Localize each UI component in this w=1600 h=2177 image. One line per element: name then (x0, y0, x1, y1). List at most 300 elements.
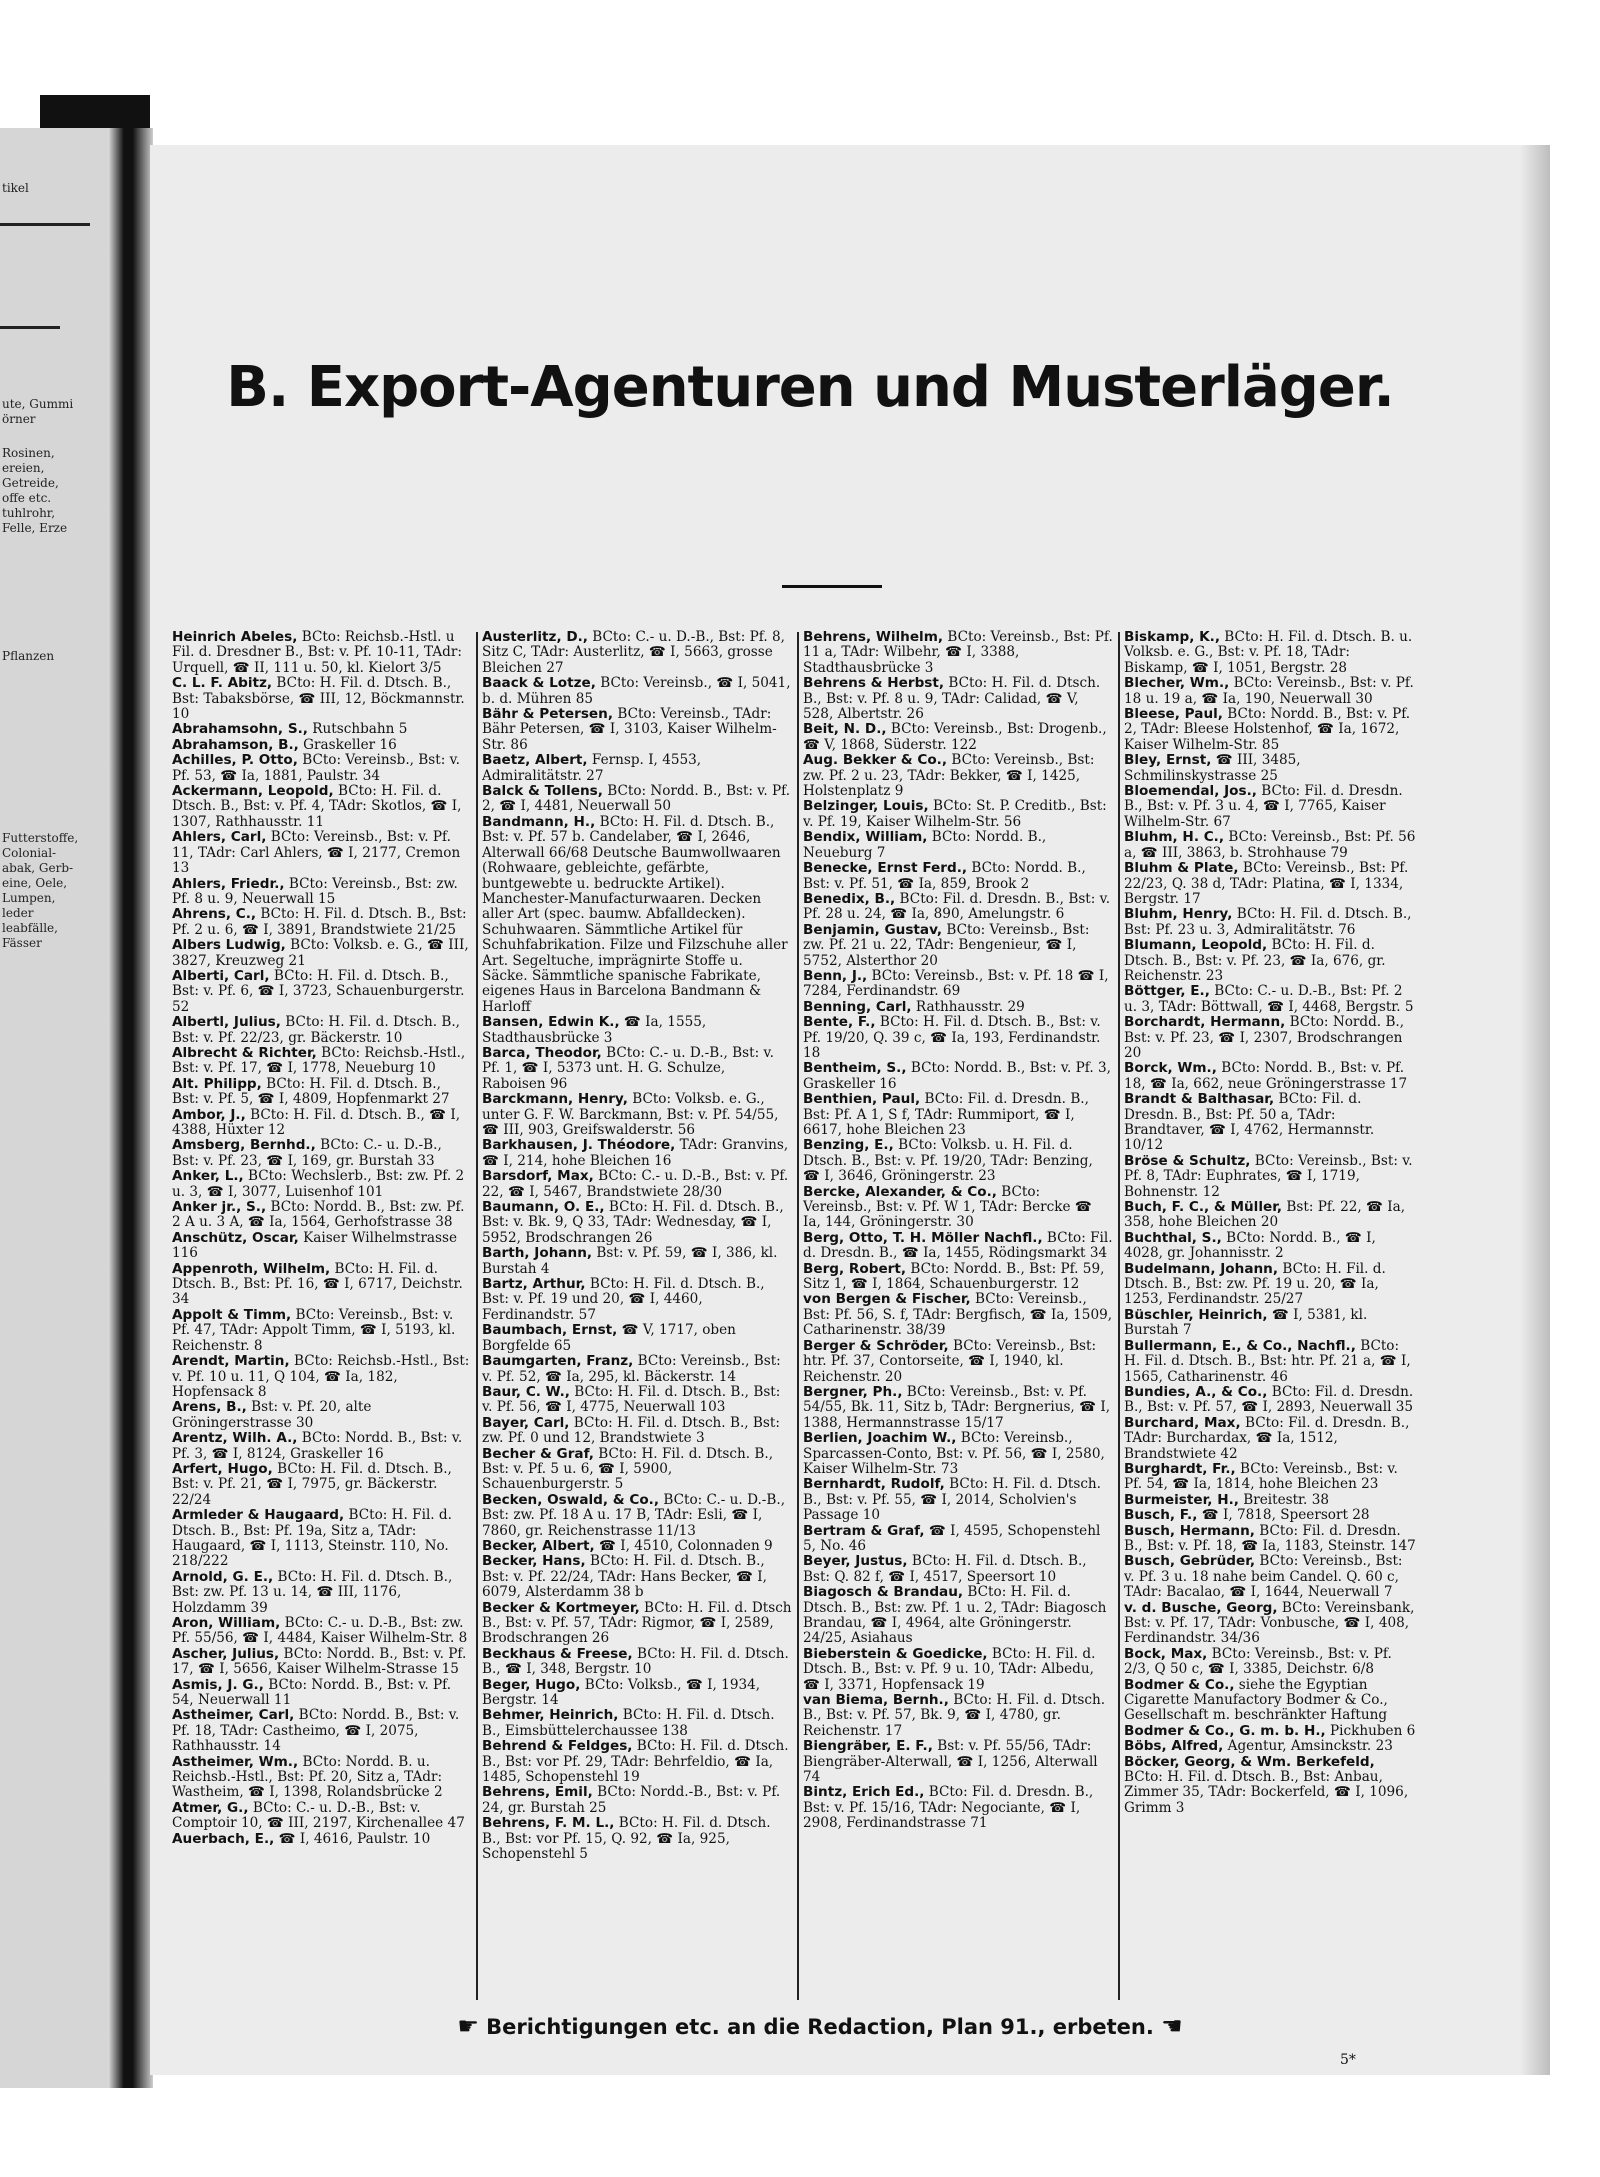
left-page-rule (0, 326, 60, 329)
firm-name: Behrens, F. M. L., (482, 1815, 615, 1832)
firm-name: Blumann, Leopold, (1124, 937, 1268, 954)
entry-details: BCto: H. Fil. d. Dtsch. B., Bst: Pf. 19a, Sitz a, TAdr: Haugaard, ☎ I, 1113, Steinstr. 110, No. 218/222 (172, 1507, 452, 1570)
firm-name: Berger & Schröder, (803, 1337, 949, 1354)
left-page-text: ereien, (2, 461, 45, 475)
directory-entry (803, 1061, 1113, 1092)
entry-details: TAdr: Granvins, ☎ I, 214, hohe Bleichen 16 (482, 1137, 789, 1169)
entry-details: BCto: C.- u. D.-B., Bst: v. Pf. 22, ☎ I, 5467, Brandstwiete 28/30 (482, 1168, 789, 1200)
firm-name: Arnold, G. E., (172, 1568, 274, 1585)
directory-entry (1124, 938, 1416, 984)
entry-details: BCto: Fil. d. Dresdn. B., ☎ Ia, 1455, Rödingsmarkt 34 (803, 1229, 1113, 1262)
entry-details: BCto: Nordd. B., Bst: v. Pf. 2, TAdr: Bleese Holstenhof, ☎ Ia, 1672, Kaiser Wilhelm-Str. 85 (1124, 706, 1411, 753)
directory-entry (803, 676, 1113, 722)
directory-entry (172, 1262, 470, 1308)
entry-details: BCto: Vereinsb., Bst: v. Pf. W 1, TAdr: Bercke ☎ Ia, 144, Gröningerstr. 30 (803, 1183, 1092, 1231)
entry-details: BCto: H. Fil. d. Dtsch. B., Bst: v. Pf. 22/23, gr. Bäckerstr. 10 (172, 1014, 460, 1046)
firm-name: Armleder & Haugaard, (172, 1507, 345, 1524)
entry-details: BCto: H. Fil. d. Dtsch. B., Bst: zw. Pf. 13 u. 14, ☎ III, 1176, Holzdamm 39 (172, 1568, 453, 1616)
left-page-text: Felle, Erze (2, 521, 68, 535)
entry-details: BCto: Vereinsb., Bst: Pf. 56 a, ☎ III, 3863, b. Strohhause 79 (1124, 829, 1416, 861)
entry-details: ☎ Ia, 1555, Stadthausbrücke 3 (482, 1014, 707, 1046)
entry-details: BCto: C.- u. D.-B., Bst: v. Comptoir 10, ☎ III, 2197, Kirchenallee 47 (172, 1799, 465, 1832)
entry-details: BCto: H. Fil. d. Dtsch B., Bst: v. Pf. 57, TAdr: Rigmor, ☎ I, 2589, Brodschrangen 26 (482, 1599, 792, 1647)
firm-name: Benzing, E., (803, 1137, 894, 1154)
entry-details: BCto: Vereinsb., Bst: zw. Pf. 2 u. 23, TAdr: Bekker, ☎ I, 1425, Holstenplatz 9 (803, 752, 1095, 800)
firm-name: Anschütz, Oscar, (172, 1229, 299, 1246)
firm-name: Bartz, Arthur, (482, 1276, 586, 1293)
left-page-text: ute, Gummi (2, 397, 74, 411)
firm-name: van Biema, Bernh., (803, 1692, 949, 1709)
entry-details: BCto: Volksb. e. G., unter G. F. W. Barckmann, Bst: v. Pf. 54/55, ☎ III, 903, Greifswalderstr. 56 (482, 1091, 779, 1138)
firm-name: Austerlitz, D., (482, 630, 588, 645)
directory-entry (482, 1785, 792, 1816)
firm-name: Bercke, Alexander, & Co., (803, 1183, 997, 1200)
entry-details: BCto: Vereinsb., Bst: Pf. 22/23, Q. 38 d, TAdr: Platina, ☎ I, 1334, Bergstr. 17 (1124, 860, 1409, 907)
entry-details: BCto: C.- u. D.-B., Bst: zw. Pf. 18 A u. 17 B, TAdr: Esli, ☎ I, 7860, gr. Reichenstrasse 11/13 (482, 1491, 786, 1539)
left-page-text: tuhlrohr, (2, 506, 56, 520)
entry-details: Graskeller 16 (298, 736, 397, 753)
entry-details: BCto: H. Fil. d. Dtsch. B., Bst: Anbau, Zimmer 35, TAdr: Bockerfeld, ☎ I, 1096, Grimm 3 (1124, 1769, 1409, 1816)
directory-entry (172, 1046, 470, 1077)
directory-entry (1124, 1755, 1416, 1817)
entry-details: siehe the Egyptian Cigarette Manufactory Bodmer & Co., Gesellschaft m. beschränkter Haftung (1124, 1676, 1388, 1724)
directory-entry (172, 1077, 470, 1108)
directory-entry (1124, 1154, 1416, 1200)
entry-details: BCto: Nordd. B., Bst: v. Pf. 2, ☎ I, 4481, Neuerwall 50 (482, 783, 791, 815)
directory-entry (1124, 707, 1416, 753)
entry-details: BCto: H. Fil. d. Dtsch. B., Bst: zw. Pf. 1 u. 2, TAdr: Biagosch Brandau, ☎ I, 4964, alte Gröningerstr. 24/25, Asiahaus (803, 1584, 1107, 1647)
directory-entry (1124, 1339, 1416, 1385)
directory-entry (172, 1508, 470, 1570)
entry-details: BCto: C.- u. D.-B., Bst: zw. Pf. 55/56, ☎ I, 4484, Kaiser Wilhelm-Str. 8 (172, 1615, 468, 1647)
firm-name: Becken, Oswald, & Co., (482, 1491, 660, 1508)
left-page-text: tikel (2, 181, 29, 195)
firm-name: Ahlers, Friedr., (172, 875, 285, 892)
firm-name: Bentheim, S., (803, 1060, 907, 1077)
firm-name: Bandmann, H., (482, 813, 596, 830)
directory-entry (1124, 1308, 1416, 1339)
firm-name: v. d. Busche, Georg, (1124, 1599, 1278, 1616)
firm-name: Albrecht & Richter, (172, 1044, 317, 1061)
footer-note (170, 2012, 1470, 2040)
directory-entry (1124, 1508, 1416, 1523)
entry-details: BCto: Vereinsb., Bst: v. Pf. 54/55, Bk. 11, Sitz b, TAdr: Bergnerius, ☎ I, 1388, Hermannstrasse 15/17 (803, 1383, 1111, 1431)
directory-entry (172, 1169, 470, 1200)
column-divider (797, 632, 799, 2000)
entry-details: BCto: H. Fil. d. Dtsch. B., Bst: v. Pf. 5, ☎ I, 4809, Hopfenmarkt 27 (172, 1075, 450, 1108)
left-page-text: Fässer (2, 936, 42, 950)
firm-name: Heinrich Abeles, (172, 630, 298, 645)
entry-details: ☎ V, 1717, oben Borgfelde 65 (482, 1322, 736, 1354)
book-spine (108, 128, 153, 2088)
entry-details: BCto: Vereinsb., Bst: Pf. 56, S. f, TAdr: Bergfisch, ☎ Ia, 1509, Catharinenstr. 38/39 (803, 1291, 1113, 1339)
firm-name: Benjamin, Gustav, (803, 921, 943, 938)
firm-name: Ascher, Julius, (172, 1645, 280, 1662)
entry-details: BCto: Vereinsb., TAdr: Bähr Petersen, ☎ I, 3103, Kaiser Wilhelm-Str. 86 (482, 706, 777, 753)
firm-name: Borchardt, Hermann, (1124, 1014, 1286, 1031)
firm-name: Behrens & Herbst, (803, 675, 945, 692)
directory-entry (172, 676, 470, 722)
directory-entry (482, 1708, 792, 1739)
directory-entry (172, 753, 470, 784)
firm-name: Berlien, Joachim W., (803, 1430, 957, 1447)
directory-entry (1124, 830, 1416, 861)
firm-name: Biengräber, E. F., (803, 1738, 933, 1755)
firm-name: Budelmann, Johann, (1124, 1260, 1279, 1277)
directory-entry (172, 630, 470, 676)
directory-entry (482, 1323, 792, 1354)
directory-entry (803, 753, 1113, 799)
firm-name: Barca, Theodor, (482, 1044, 602, 1061)
directory-entry (482, 1678, 792, 1709)
firm-name: Arfert, Hugo, (172, 1460, 273, 1477)
firm-name: Berg, Robert, (803, 1260, 907, 1277)
firm-name: Barth, Johann, (482, 1245, 593, 1262)
directory-entry (172, 830, 470, 876)
entry-details: BCto: Fil. d. Dresdn. B., Bst: v. Pf. 15/16, TAdr: Negociante, ☎ I, 2908, Ferdinandstrasse 71 (803, 1784, 1094, 1832)
directory-entry (803, 1477, 1113, 1523)
entry-details: Agentur, Amsinckstr. 23 (1223, 1738, 1393, 1755)
entry-details: Fernsp. I, 4553, Admiralitätstr. 27 (482, 752, 702, 784)
directory-entry (482, 1416, 792, 1447)
entry-details: BCto: Reichsb.-Hstl. u Fil. d. Dresdner B., Bst: v. Pf. 10-11, TAdr: Urquell, ☎ II, 111 u. 50, kl. Kielort 3/5 (172, 630, 462, 676)
directory-entry (172, 1431, 470, 1462)
entry-details: BCto: Nordd. B., Bst: Pf. 59, Sitz 1, ☎ I, 1864, Schauenburgerstr. 12 (803, 1260, 1105, 1293)
entry-details: BCto: Vereinsb., Bst: v. Pf. 54, ☎ Ia, 1814, hohe Bleichen 23 (1124, 1460, 1398, 1493)
directory-entry (803, 1292, 1113, 1338)
firm-name: Balck & Tollens, (482, 783, 603, 800)
directory-entry (172, 1678, 470, 1709)
directory-entry (482, 630, 792, 676)
firm-name: Baur, C. W., (482, 1383, 570, 1400)
directory-entry (172, 938, 470, 969)
directory-entry (803, 1185, 1113, 1231)
directory-entry (1124, 1462, 1416, 1493)
firm-name: Busch, Hermann, (1124, 1522, 1255, 1539)
entry-details: BCto: H. Fil. d. Dtsch. B., Bst: Q. 82 f, ☎ I, 4517, Speersort 10 (803, 1553, 1087, 1585)
entry-details: BCto: H. Fil. d. Dtsch. B., Bst: vor Pf. 29, TAdr: Behrfeldio, ☎ Ia, 1485, Schopenstehl 19 (482, 1738, 789, 1786)
entry-details: BCto: Vereinsb., ☎ I, 5041, b. d. Mühren 85 (482, 675, 791, 707)
left-page-text: Rosinen, (2, 446, 55, 460)
entry-details: BCto: H. Fil. d. Dtsch. B. u. Volksb. e. G., Bst: v. Pf. 18, TAdr: Biskamp, ☎ I, 1051, Bergstr. 28 (1124, 630, 1413, 676)
firm-name: Behrens, Emil, (482, 1784, 593, 1801)
firm-name: Benecke, Ernst Ferd., (803, 860, 968, 877)
firm-name: Baack & Lotze, (482, 675, 596, 692)
entry-details: BCto: H. Fil. d. Dtsch. B., Bst: zw. Pf. 19 u. 20, ☎ Ia, 1253, Ferdinandstr. 25/27 (1124, 1260, 1386, 1308)
entry-details: BCto: Vereinsb., Bst: zw. Pf. 21 u. 22, TAdr: Bengenieur, ☎ I, 5752, Alsterthor 20 (803, 921, 1090, 969)
entry-details: ☎ I, 4616, Paulstr. 10 (274, 1830, 431, 1847)
firm-name: von Bergen & Fischer, (803, 1291, 971, 1308)
entry-details: BCto: Vereinsb., Bst: v. Pf. 47, TAdr: Appolt Timm, ☎ I, 5193, kl. Reichenstr. 8 (172, 1306, 456, 1354)
firm-name: Busch, Gebrüder, (1124, 1553, 1256, 1570)
directory-entry (1124, 1061, 1416, 1092)
entry-details: ☎ I, 5381, kl. Burstah 7 (1124, 1306, 1368, 1339)
entry-details: Pickhuben 6 (1325, 1722, 1416, 1739)
directory-entry (482, 1015, 792, 1046)
firm-name: Abrahamson, B., (172, 736, 299, 753)
directory-entry (803, 830, 1113, 861)
firm-name: Bullermann, E., & Co., Nachfl., (1124, 1337, 1356, 1354)
firm-name: Belzinger, Louis, (803, 798, 929, 815)
entry-details: BCto: H. Fil. d. Dtsch. B., Bst: v. Pf. 5 u. 6, ☎ I, 5900, Schauenburgerstr. 5 (482, 1445, 774, 1493)
entry-details: BCto: Vereinsb., Bst: v. Pf. 2/3, Q 50 c, ☎ I, 3385, Deichstr. 6/8 (1124, 1645, 1392, 1678)
firm-name: Barkhausen, J. Théodore, (482, 1137, 676, 1154)
entry-details: BCto: Vereinsb., Bst: v. Pf. 11, TAdr: Carl Ahlers, ☎ I, 2177, Cremon 13 (172, 829, 461, 877)
firm-name: Bundies, A., & Co., (1124, 1383, 1268, 1400)
title-rule (782, 585, 882, 588)
directory-entry (172, 1354, 470, 1400)
entry-details: BCto: Vereinsb., Bst: v. Pf. 53, ☎ Ia, 1881, Paulstr. 34 (172, 752, 461, 784)
entry-details: BCto: Fil. d. Dresdn. B., Bst: v. Pf. 3 u. 4, ☎ I, 7765, Kaiser Wilhelm-Str. 67 (1124, 783, 1403, 830)
directory-entry (1124, 1554, 1416, 1600)
entry-details: Bst: Pf. 22, ☎ Ia, 358, hohe Bleichen 20 (1124, 1199, 1406, 1231)
entry-details: ☎ III, 3485, Schmilinskystrasse 25 (1124, 752, 1301, 784)
entry-details: BCto: H. Fil. d. Dtsch. B., Bst: v. Pf. 19/20, Q. 39 c, ☎ Ia, 193, Ferdinandstr. 18 (803, 1014, 1101, 1061)
entry-details: BCto: Wechslerb., Bst: zw. Pf. 2 u. 3, ☎ I, 3077, Luisenhof 101 (172, 1168, 465, 1200)
firm-name: Baumann, O. E., (482, 1199, 605, 1216)
directory-entry (803, 969, 1113, 1000)
directory-entry (803, 1647, 1113, 1693)
entry-details: BCto: Nordd. B., Bst: v. Pf. 17, ☎ I, 5656, Kaiser Wilhelm-Strasse 15 (172, 1645, 467, 1678)
column-2 (482, 630, 792, 2000)
entry-details: BCto: H. Fil. d. Dtsch. B., ☎ I, 348, Bergstr. 10 (482, 1645, 789, 1678)
directory-entry (803, 1000, 1113, 1015)
firm-name: Becher & Graf, (482, 1445, 594, 1462)
page-title: B. Export-Agenturen und Musterläger. (226, 355, 1394, 420)
directory-entry (482, 784, 792, 815)
firm-name: Behrens, Wilhelm, (803, 630, 944, 645)
firm-name: Bleese, Paul, (1124, 706, 1223, 723)
column-divider (476, 632, 478, 2000)
entry-details: BCto: H. Fil. d. Dtsch. B., Bst: v. Pf. 6, ☎ I, 3723, Schauenburgerstr. 52 (172, 967, 465, 1015)
entry-details: BCto: Vereinsbank, Bst: v. Pf. 17, TAdr: Vonbusche, ☎ I, 408, Ferdinandstr. 34/36 (1124, 1599, 1415, 1647)
left-page-text: Colonial- (2, 846, 57, 860)
column-divider (1118, 632, 1120, 2000)
entry-details: BCto: Nordd. B., ☎ I, 4028, gr. Johannisstr. 2 (1124, 1229, 1376, 1262)
directory-entry (1124, 1200, 1416, 1231)
firm-name: Bock, Max, (1124, 1645, 1208, 1662)
directory-entry (1124, 1015, 1416, 1061)
left-page-rule (0, 223, 90, 226)
directory-entry (1124, 784, 1416, 830)
entry-details: BCto: Reichsb.-Hstl., Bst: v. Pf. 10 u. 11, Q 104, ☎ Ia, 182, Hopfensack 8 (172, 1353, 470, 1400)
directory-entry (172, 1015, 470, 1046)
firm-name: Böcker, Georg, & Wm. Berkefeld, (1124, 1753, 1375, 1770)
directory-entry (172, 1138, 470, 1169)
firm-name: Beger, Hugo, (482, 1676, 581, 1693)
directory-entry (803, 892, 1113, 923)
firm-name: Appenroth, Wilhelm, (172, 1260, 331, 1277)
left-page-fragment (0, 128, 112, 2088)
entry-details: BCto: Nordd. B., Bst: v. Pf. 23, ☎ I, 2307, Brodschrangen 20 (1124, 1014, 1405, 1061)
entry-details: BCto: H. Fil. d. Dtsch. B., Bst: v. Pf. 55, ☎ I, 2014, Scholvien's Passage 10 (803, 1476, 1102, 1524)
firm-name: Alberti, Carl, (172, 967, 270, 984)
page-edge-shadow (1520, 145, 1550, 2075)
firm-name: Becker & Kortmeyer, (482, 1599, 640, 1616)
entry-details: BCto: Nordd. B., Bst: v. Pf. 54, Neuerwall 11 (172, 1676, 452, 1709)
entry-details: BCto: Nordd. B., Bst: v. Pf. 3, ☎ I, 8124, Graskeller 16 (172, 1430, 463, 1462)
footer-text: Berichtigungen etc. an die Redaction, Plan 91., erbeten. (486, 2015, 1154, 2039)
entry-details: ☎ I, 7818, Speersort 28 (1197, 1507, 1370, 1524)
column-4 (1124, 630, 1416, 2000)
directory-entry (482, 1385, 792, 1416)
firm-name: Biagosch & Brandau, (803, 1584, 964, 1601)
firm-name: Bluhm, H. C., (1124, 829, 1225, 846)
pointing-hand-left-icon: ☚ (1161, 2012, 1183, 2040)
directory-entry (482, 753, 792, 784)
directory-entry (803, 1785, 1113, 1831)
entry-details: BCto: Fil. d. Dresdn. B., Bst: v. Pf. 28 u. 24, ☎ Ia, 890, Amelungstr. 6 (803, 890, 1111, 923)
entry-details: BCto: H. Fil. d. Dtsch. B., Bst: v. Pf. 8 u. 9, TAdr: Calidad, ☎ V, 528, Albertstr. 26 (803, 675, 1101, 723)
entry-details: BCto: Fil. d. Dresdn. B., Bst: Pf. 50 a, TAdr: Brandtaver, ☎ I, 4762, Hermannstr. 10/12 (1124, 1091, 1375, 1154)
pointing-hand-right-icon: ☛ (457, 2012, 479, 2040)
entry-details: BCto: Nordd. B., Neueburg 7 (803, 829, 1047, 861)
entry-details: BCto: H. Fil. d. Dtsch. B., Bst: Pf. 23 u. 3, Admiralitätstr. 76 (1124, 906, 1412, 938)
entry-details: BCto: Volksb., ☎ I, 1934, Bergstr. 14 (482, 1676, 761, 1709)
entry-details: BCto: H. Fil. d. Dtsch. B., Bst: v. Pf. 4, TAdr: Skotlos, ☎ I, 1307, Rathhausstr. 11 (172, 783, 462, 830)
left-page-text: leabfälle, (2, 921, 58, 935)
entry-details: Rathhausstr. 29 (911, 998, 1025, 1015)
directory-entry (1124, 1231, 1416, 1262)
directory-entry (803, 1693, 1113, 1739)
directory-entry (803, 923, 1113, 969)
directory-entry (1124, 1524, 1416, 1555)
left-page-text: Lumpen, (2, 891, 56, 905)
directory-entry (172, 738, 470, 753)
entry-details: BCto: H. Fil. d. Dtsch. B., ☎ I, 4388, Hüxter 12 (172, 1106, 461, 1138)
firm-name: Barckmann, Henry, (482, 1091, 628, 1108)
firm-name: Appolt & Timm, (172, 1306, 292, 1323)
firm-name: Auerbach, E., (172, 1830, 275, 1847)
directory-entry (172, 1832, 470, 1847)
firm-name: Behrend & Feldges, (482, 1738, 633, 1755)
directory-entry (482, 1601, 792, 1647)
directory-entry (482, 1739, 792, 1785)
firm-name: Arendt, Martin, (172, 1353, 290, 1370)
entry-details: BCto: H. Fil. d. Dtsch. B., Bst: vor Pf. 15, Q. 92, ☎ Ia, 925, Schopenstehl 5 (482, 1815, 771, 1863)
directory-entry (803, 1231, 1113, 1262)
firm-name: Albers Ludwig, (172, 937, 286, 954)
firm-name: Busch, F., (1124, 1507, 1198, 1524)
entry-details: BCto: Nordd. B., Bst: zw. Pf. 2 A u. 3 A, ☎ Ia, 1564, Gerhofstrasse 38 (172, 1199, 465, 1231)
left-page-text: eine, Oele, (2, 876, 68, 890)
firm-name: Beckhaus & Freese, (482, 1645, 633, 1662)
entry-details: BCto: Vereinsb., Bst: Drogenb., ☎ V, 1868, Süderstr. 122 (803, 721, 1107, 753)
directory-entry (803, 1585, 1113, 1647)
left-page-text: Getreide, (2, 476, 59, 490)
firm-name: Barsdorf, Max, (482, 1168, 594, 1185)
directory-entry (482, 676, 792, 707)
directory-entry (1124, 1385, 1416, 1416)
directory-entry (1124, 1601, 1416, 1647)
firm-name: Ackermann, Leopold, (172, 783, 334, 800)
firm-name: Aron, William, (172, 1615, 281, 1631)
entry-details: BCto: H. Fil. d. Dtsch. B., Bst: v. Pf. 21, ☎ I, 7975, gr. Bäckerstr. 22/24 (172, 1460, 452, 1508)
directory-entry (482, 1354, 792, 1385)
firm-name: Burchard, Max, (1124, 1414, 1241, 1431)
entry-details: BCto: Fil. d. Dresdn. B., Bst: v. Pf. 18, ☎ Ia, 1183, Steinstr. 147 (1124, 1522, 1416, 1554)
entry-details: BCto: Reichsb.-Hstl., Bst: v. Pf. 17, ☎ I, 1778, Neueburg 10 (172, 1044, 466, 1077)
directory-entry (482, 1539, 792, 1554)
entry-details: BCto: Nordd.-B., Bst: v. Pf. 24, gr. Burstah 25 (482, 1784, 781, 1816)
directory-entry (172, 784, 470, 830)
directory-entry (172, 1708, 470, 1754)
directory-entry (482, 1092, 792, 1138)
directory-entry (803, 722, 1113, 753)
firm-name: Behmer, Heinrich, (482, 1707, 619, 1724)
firm-name: Ahlers, Carl, (172, 829, 267, 846)
firm-name: Albertl, Julius, (172, 1014, 281, 1031)
directory-entry (172, 1647, 470, 1678)
firm-name: Benn, J., (803, 967, 868, 984)
directory-entry (803, 1138, 1113, 1184)
column-3 (803, 630, 1113, 2000)
firm-name: Alt. Philipp, (172, 1075, 262, 1092)
entry-details: BCto: Vereinsb., Sparcassen-Conto, Bst: v. Pf. 56, ☎ I, 2580, Kaiser Wilhelm-Str. 73 (803, 1430, 1105, 1477)
firm-name: Astheimer, Carl, (172, 1707, 295, 1724)
firm-name: Buch, F. C., & Müller, (1124, 1199, 1283, 1216)
firm-name: Benthien, Paul, (803, 1091, 921, 1108)
firm-name: Ambor, J., (172, 1106, 246, 1123)
entry-details: BCto: Nordd. B. u. Reichsb.-Hstl., Bst: Pf. 20, Sitz a, TAdr: Wastheim, ☎ I, 1398, Rolandsbrücke 2 (172, 1753, 443, 1801)
firm-name: Arens, B., (172, 1399, 247, 1416)
directory-entry (1124, 1262, 1416, 1308)
firm-name: Becker, Hans, (482, 1553, 586, 1570)
entry-details: BCto: H. Fil. d. Dtsch. B., Bst: Pf. 2 u. 6, ☎ I, 3891, Brandstwiete 21/25 (172, 906, 467, 938)
entry-details: Bst: v. Pf. 55/56, TAdr: Biengräber-Alterwall, ☎ I, 1256, Alterwall 74 (803, 1738, 1098, 1786)
entry-details: BCto: Fil. d. Dresdn. B., Bst: v. Pf. 57, ☎ I, 2893, Neuerwall 35 (1124, 1383, 1414, 1416)
entry-details: BCto: Vereinsb., Bst: htr. Pf. 37, Contorseite, ☎ I, 1940, kl. Reichenstr. 20 (803, 1337, 1097, 1385)
directory-entry (482, 1447, 792, 1493)
directory-entry (482, 1046, 792, 1092)
entry-details: BCto: Vereinsb., Bst: zw. Pf. 8 u. 9, Neuerwall 15 (172, 875, 458, 907)
firm-name: Böbs, Alfred, (1124, 1738, 1224, 1755)
left-page-text: offe etc. (2, 491, 52, 505)
directory-entry (482, 815, 792, 1015)
page-number: 5* (1340, 2052, 1356, 2068)
firm-name: Bluhm & Plate, (1124, 860, 1239, 877)
firm-name: Baumgarten, Franz, (482, 1353, 634, 1370)
directory-entry (482, 1277, 792, 1323)
entry-details: BCto: H. Fil. d. Dtsch. B., Bst: v. Bk. 9, Q 33, TAdr: Wednesday, ☎ I, 5952, Brodschrangen 26 (482, 1199, 784, 1246)
entry-details: BCto: H. Fil. d. Dtsch. B., Bst: zw. Pf. 0 und 12, Brandstwiete 3 (482, 1414, 780, 1447)
directory-entry (1124, 984, 1416, 1015)
directory-entry (803, 1739, 1113, 1785)
entry-details: ☎ I, 4510, Colonnaden 9 (594, 1537, 773, 1554)
directory-entry (803, 1015, 1113, 1061)
directory-entry (482, 1200, 792, 1246)
entry-details: Breitestr. 38 (1238, 1491, 1329, 1508)
left-page-text: abak, Gerb- (2, 861, 74, 875)
firm-name: Bley, Ernst, (1124, 752, 1212, 769)
firm-name: Bröse & Schultz, (1124, 1152, 1251, 1169)
firm-name: Bintz, Erich Ed., (803, 1784, 925, 1801)
directory-entry (1124, 1724, 1416, 1739)
entry-details: BCto: C.- u. D.-B., Bst: Pf. 2 u. 3, TAdr: Böttwall, ☎ I, 4468, Bergstr. 5 (1124, 983, 1414, 1015)
directory-entry (172, 1400, 470, 1431)
entry-details: BCto: H. Fil. d. Dtsch. B., Bst: v. Pf. 23, ☎ Ia, 676, gr. Reichenstr. 23 (1124, 937, 1386, 984)
entry-details: BCto: C.- u. D.-B., Bst: Pf. 8, Sitz C, TAdr: Austerlitz, ☎ I, 5663, grosse Bleichen 27 (482, 630, 785, 676)
entry-details: BCto: St. P. Creditb., Bst: v. Pf. 19, Kaiser Wilhelm-Str. 56 (803, 798, 1107, 830)
directory-entry (482, 1647, 792, 1678)
entry-details: BCto: H. Fil. d. Dtsch. B., Bst: v. Pf. 22/24, TAdr: Hans Becker, ☎ I, 6079, Alsterdamm 38 b (482, 1553, 767, 1601)
firm-name: Bernhardt, Rudolf, (803, 1476, 945, 1493)
firm-name: Ahrens, C., (172, 906, 257, 923)
firm-name: Amsberg, Bernhd., (172, 1137, 316, 1154)
firm-name: Borck, Wm., (1124, 1060, 1217, 1077)
firm-name: Arentz, Wilh. A., (172, 1430, 298, 1447)
entry-details: BCto: H. Fil. d. Dtsch. B., Bst: Tabaksbörse, ☎ III, 12, Böckmannstr. 10 (172, 675, 465, 723)
